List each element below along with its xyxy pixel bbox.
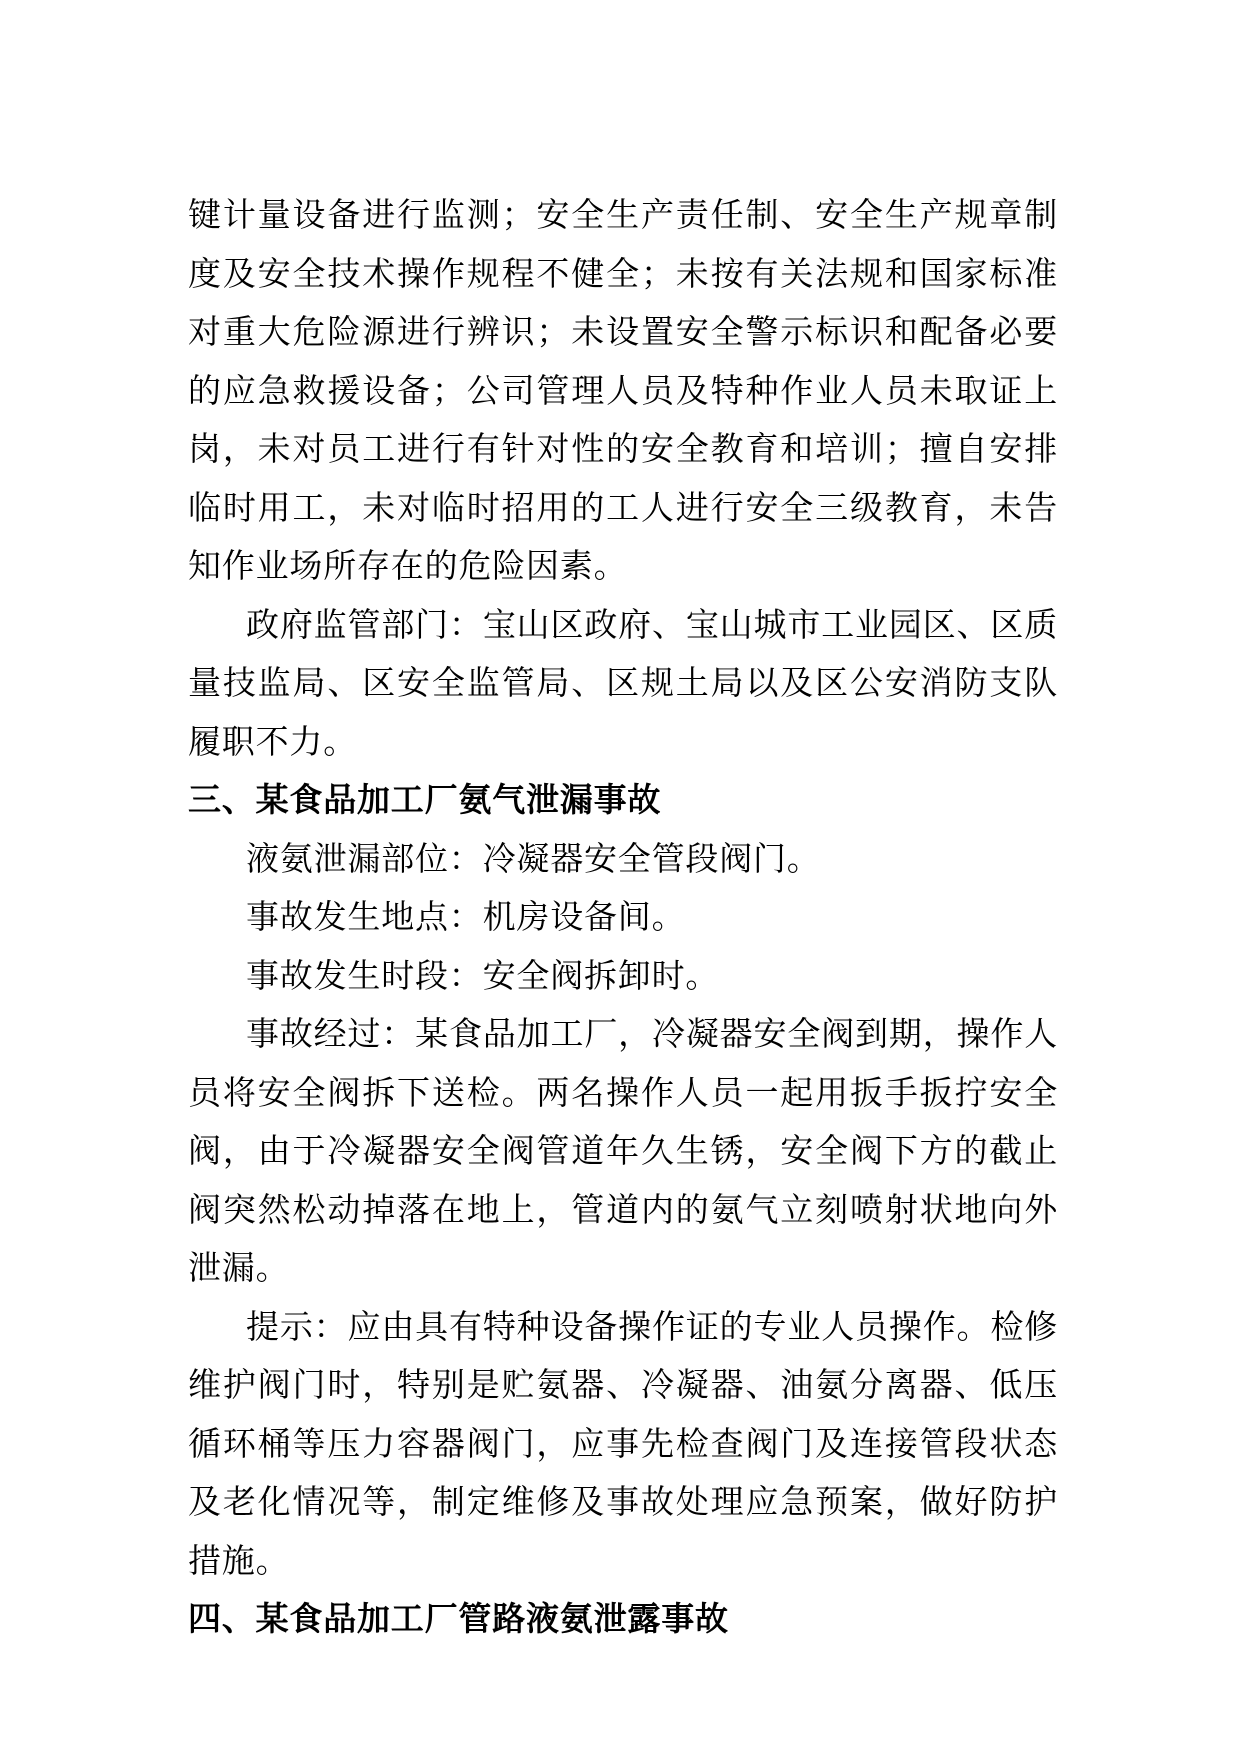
document-page [188, 186, 1058, 1649]
paragraph-accident-time: 事故发生时段：安全阀拆卸时。 [246, 955, 720, 995]
section-heading-3: 三、某食品加工厂氨气泄漏事故 [188, 780, 662, 819]
paragraph-accident-course: 事故经过：某食品加工厂，冷凝器安全阀到期，操作人员将安全阀拆下送检。两名操作人员一起用扳手扳拧安全阀，由于冷凝器安全阀管道年久生锈，安全阀下方的截止阀突然松动掉落在地上，管道内的氨气立刻喷射状地向外泄漏。 [188, 1014, 1058, 1287]
section-heading-4: 四、某食品加工厂管路液氨泄露事故 [188, 1599, 729, 1638]
paragraph-accident-place: 事故发生地点：机房设备间。 [246, 897, 686, 936]
paragraph-tips: 提示：应由具有特种设备操作证的专业人员操作。检修维护阀门时，特别是贮氨器、冷凝器、油氨分离器、低压循环桶等压力容器阀门，应事先检查阀门及连接管段状态及老化情况等，制定维修及事故处理应急预案，做好防护措施。 [188, 1306, 1058, 1580]
paragraph-government-supervision: 政府监管部门：宝山区政府、宝山城市工业园区、区质量技监局、区安全监管局、区规土局以及区公安消防支队履职不力。 [188, 604, 1058, 761]
paragraph-safety-management-failures: 键计量设备进行监测；安全生产责任制、安全生产规章制度及安全技术操作规程不健全；未按有关法规和国家标准对重大危险源进行辨识；未设置安全警示标识和配备必要的应急救援设备；公司管理人员及特种作业人员未取证上岗，未对员工进行有针对性的安全教育和培训；擅自安排临时用工，未对临时招用的工人进行安全三级教育，未告知作业场所存在的危险因素。 [188, 195, 1058, 585]
paragraph-leak-location: 液氨泄漏部位：冷凝器安全管段阀门。 [246, 838, 821, 878]
